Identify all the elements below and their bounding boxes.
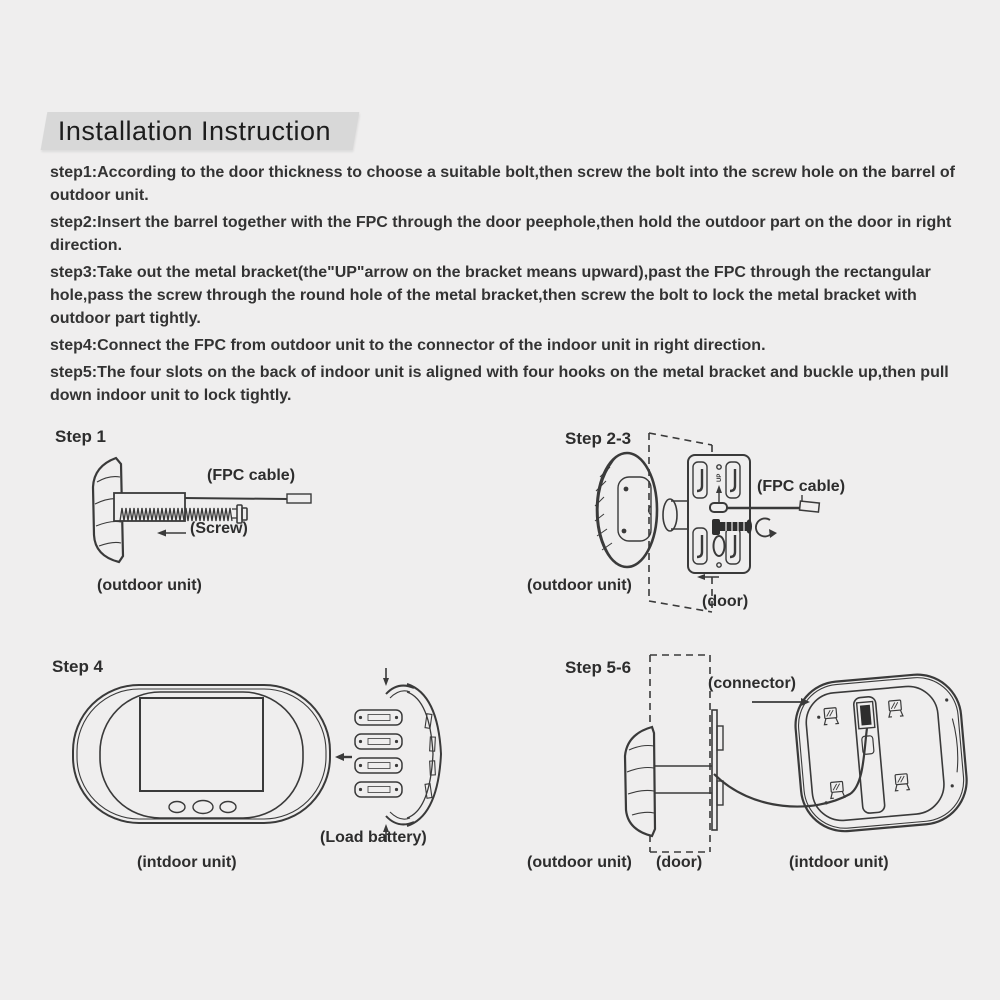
step2-3-door-caption: (door) xyxy=(702,593,749,610)
bracket-up-label: UP xyxy=(717,473,723,482)
step1-fpc-cable-label: (FPC cable) xyxy=(207,467,296,484)
button-left xyxy=(169,802,185,813)
step4-diagram xyxy=(50,650,460,885)
indoor-unit-drawing xyxy=(73,685,330,823)
barrel-drawing xyxy=(655,766,712,793)
screw-pointer-arrow xyxy=(157,530,186,537)
metal-bracket-drawing xyxy=(712,710,723,830)
step5-6-door-caption: (door) xyxy=(656,854,703,871)
step2-3-title: Step 2-3 xyxy=(565,429,632,448)
connector xyxy=(860,705,872,726)
title-banner xyxy=(41,112,360,150)
step4-load-battery-label: (Load battery) xyxy=(320,829,427,846)
step4-title: Step 4 xyxy=(52,657,104,676)
step2-3-fpc-cable-label: (FPC cable) xyxy=(757,478,846,495)
step1-outdoor-unit-caption: (outdoor unit) xyxy=(97,577,202,594)
step2-3-outdoor-unit-caption: (outdoor unit) xyxy=(527,577,632,594)
battery-cover-drawing xyxy=(383,668,441,842)
instruction-step1: step1:According to the door thickness to choose a suitable bolt,then screw the bolt into the screw hole on the barrel of outdoor unit. xyxy=(50,164,956,204)
rotate-arrow-icon xyxy=(756,518,777,538)
fpc-cable-drawing xyxy=(183,494,311,503)
insert-arrow-icon xyxy=(335,753,352,761)
instruction-step2: step2:Insert the barrel together with the FPC through the door peephole,then hold the outdoor part on the door in right direction. xyxy=(50,214,952,254)
hook-slot xyxy=(829,781,844,798)
connector-arrow-icon xyxy=(752,698,810,706)
instruction-step3: step3:Take out the metal bracket(the"UP"arrow on the bracket means upward),past the FPC through the rectangular hole,pass the screw through the round hole of the metal bracket,then screw the bolt to lock the metal bracket with outdoor part tightly. xyxy=(50,264,931,327)
outdoor-unit-drawing xyxy=(625,727,655,836)
step5-6-connector-label: (connector) xyxy=(708,675,796,692)
button-middle xyxy=(193,801,213,814)
step5-6-indoor-unit-caption: (intdoor unit) xyxy=(789,854,889,871)
button-right xyxy=(220,802,236,813)
step1-title: Step 1 xyxy=(55,427,107,446)
outdoor-unit-drawing xyxy=(595,453,657,567)
hook-slot xyxy=(888,700,903,717)
instruction-step4: step4:Connect the FPC from outdoor unit to the connector of the indoor unit in right direction. xyxy=(50,337,766,354)
step4-indoor-unit-caption: (intdoor unit) xyxy=(137,854,237,871)
step5-6-outdoor-unit-caption: (outdoor unit) xyxy=(527,854,632,871)
hook-slot xyxy=(894,774,909,791)
metal-bracket-drawing xyxy=(688,455,750,580)
step5-6-title: Step 5-6 xyxy=(565,658,632,677)
step1-screw-label: (Screw) xyxy=(190,520,248,537)
hook-slot xyxy=(823,708,838,725)
door-drawing xyxy=(650,655,710,852)
instructions-block xyxy=(50,161,962,411)
batteries-drawing xyxy=(355,710,402,797)
page-title: Installation Instruction xyxy=(58,115,332,146)
indoor-unit-back-drawing xyxy=(792,671,970,835)
instruction-step5: step5:The four slots on the back of indoor unit is aligned with four hooks on the metal bracket and buckle up,then pull down indoor unit to lock tightly. xyxy=(50,364,949,404)
screen xyxy=(140,698,263,791)
barrel-drawing xyxy=(663,499,688,531)
